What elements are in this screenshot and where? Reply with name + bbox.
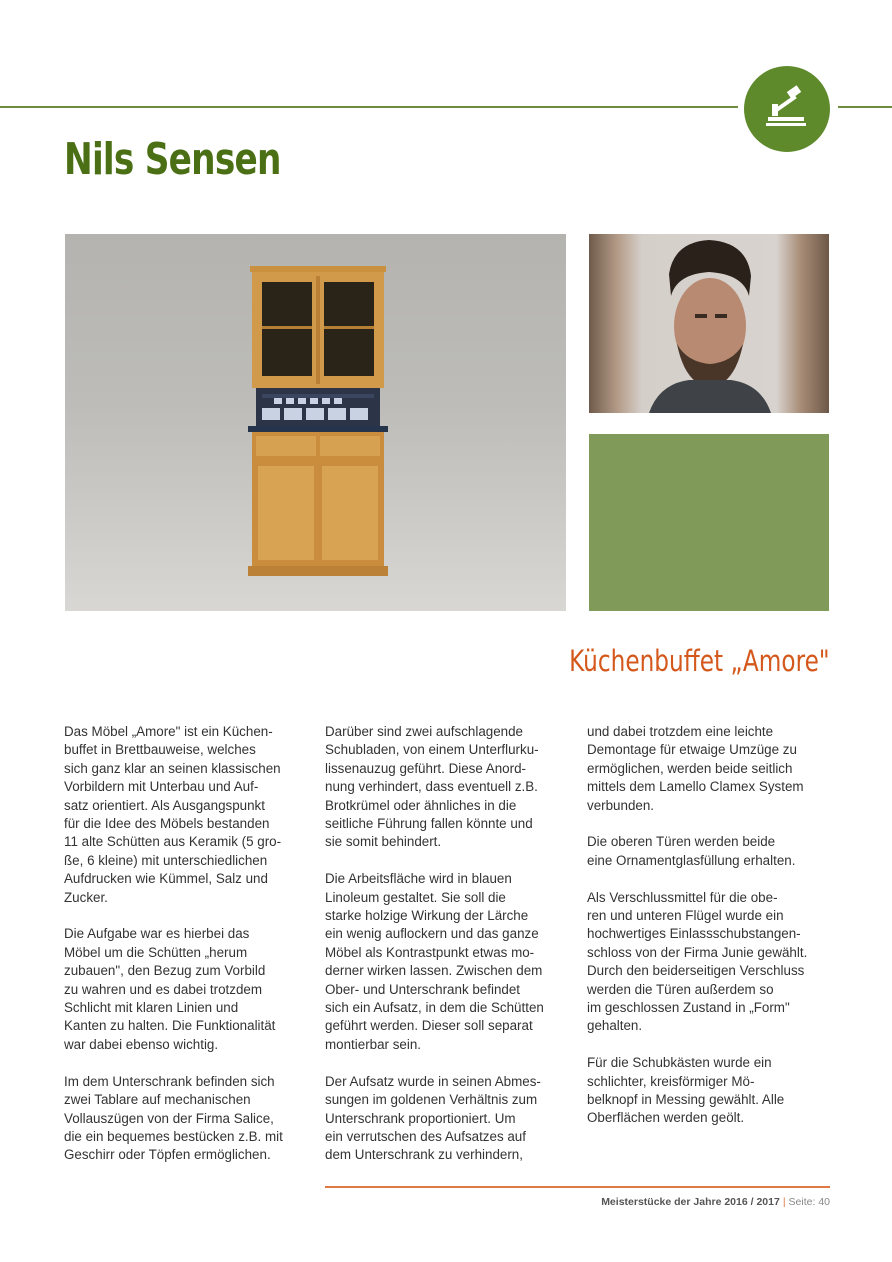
- kitchen-buffet-photo: [65, 234, 566, 611]
- accent-color-block: [589, 434, 829, 611]
- paragraph: Für die Schubkästen wurde ein schlichter, kreisförmiger Mö- belknopf in Messing gewählt. Alle Oberflächen werden geölt.: [587, 1055, 785, 1126]
- text-column-2: [325, 723, 569, 1183]
- paragraph: Das Möbel „Amore" ist ein Küchen- buffet in Brettbauweise, welches sich ganz klar an seinen klassischen Vorbildern mit Unterbau und Auf- satz orientiert. Als Ausgangspunkt für die Idee des Möbels bestanden 11 alte Schütten aus Keramik (5 gro- ße, 6 kleine) mit unterschiedlichen Aufdrucken wie Kümmel, Salz und Zucker.: [64, 724, 282, 905]
- paragraph: Die oberen Türen werden beide eine Ornamentglasfüllung erhalten.: [587, 834, 796, 868]
- text-column-3: [587, 723, 831, 1146]
- publication-title: Meisterstücke der Jahre 2016 / 2017: [601, 1196, 780, 1208]
- product-title: Küchenbuffet „Amore": [569, 644, 830, 678]
- footer-separator: |: [782, 1196, 786, 1208]
- paragraph: Die Arbeitsfläche wird in blauen Linoleum gestaltet. Sie soll die starke holzige Wirkung der Lärche ein wenig auflockern und das ganze Möbel als Kontrastpunkt etwas mo- derner wirken lassen. Zwischen dem Ober- und Unterschrank befindet sich ein Aufsatz, in dem die Schütten geführt werden. Dieser soll separat montierbar sein.: [325, 871, 544, 1052]
- header-rule-right: [838, 106, 892, 108]
- paragraph: Die Aufgabe war es hierbei das Möbel um die Schütten „herum zubauen", den Bezug zum Vorbild zu wahren und es dabei trotzdem Schlicht mit klaren Linien und Kanten zu halten. Die Funktionalität war dabei ebenso wichtig.: [64, 926, 276, 1052]
- carpentry-hammer-icon: [744, 66, 830, 152]
- paragraph: Im dem Unterschrank befinden sich zwei Tablare auf mechanischen Vollauszügen von der Firma Salice, die ein bequemes bestücken z.B. mit Geschirr oder Töpfen ermöglichen.: [64, 1073, 283, 1163]
- page-footer: [601, 1196, 830, 1208]
- header-rule-left: [0, 106, 738, 108]
- text-column-1: [64, 723, 308, 1183]
- paragraph: Als Verschlussmittel für die obe- ren und unteren Flügel wurde ein hochwertiges Einlassschubstangen- schloss von der Firma Junie gewählt. Durch den beiderseitigen Verschluss werden die Türen außerdem so im geschlossen Zustand in „Form" gehalten.: [587, 889, 808, 1034]
- paragraph: Darüber sind zwei aufschlagende Schubladen, von einem Unterflurku- lissenauzug geführt. Diese Anord- nung verhindert, dass eventuell z.B. Brotkrümel oder ähnliches in die seitliche Führung fallen könnte und sie somit behindert.: [325, 724, 539, 850]
- footer-rule: [325, 1186, 830, 1188]
- paragraph: und dabei trotzdem eine leichte Demontage für etwaige Umzüge zu ermöglichen, werden beide seitlich mittels dem Lamello Clamex System verbunden.: [587, 724, 804, 813]
- paragraph: Der Aufsatz wurde in seinen Abmes- sungen im goldenen Verhältnis zum Unterschrank proportioniert. Um ein verrutschen des Aufsatzes auf dem Unterschrank zu verhindern,: [325, 1073, 541, 1163]
- author-portrait-photo: [589, 234, 829, 413]
- author-name: Nils Sensen: [64, 134, 281, 185]
- page-number: Seite: 40: [788, 1196, 830, 1208]
